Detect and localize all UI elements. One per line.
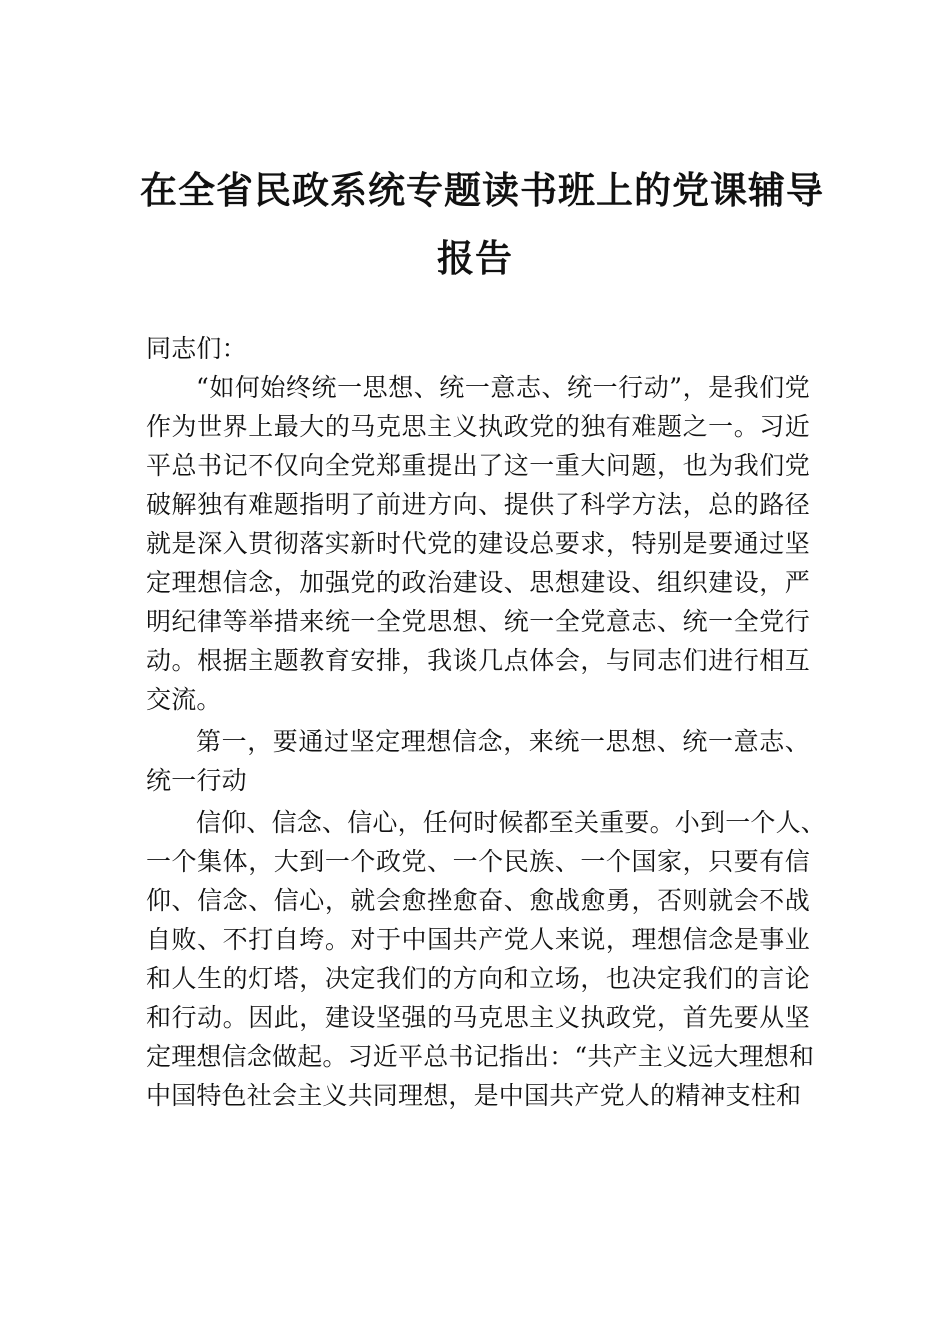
paragraph-line: 和人生的灯塔，决定我们的方向和立场，也决定我们的言论 <box>146 964 810 993</box>
paragraph-line: 定理想信念，加强党的政治建设、思想建设、组织建设，严 <box>146 568 810 597</box>
document-body <box>146 329 827 1115</box>
paragraph-line: 一个集体，大到一个政党、一个民族、一个国家，只要有信 <box>146 847 810 876</box>
paragraph-line: 破解独有难题指明了前进方向、提供了科学方法，总的路径 <box>146 490 810 519</box>
paragraph-line: 动。根据主题教育安排，我谈几点体会，与同志们进行相互 <box>146 646 810 675</box>
paragraph-line: 和行动。因此，建设坚强的马克思主义执政党，首先要从坚 <box>146 1003 810 1032</box>
paragraph-line: “如何始终统一思想、统一意志、统一行动”，是我们党 <box>196 373 810 402</box>
paragraph-line: 自败、不打自垮。对于中国共产党人来说，理想信念是事业 <box>146 925 810 954</box>
paragraph-line: 中国特色社会主义共同理想，是中国共产党人的精神支柱和 <box>146 1081 802 1110</box>
section-heading-line: 统一行动 <box>146 766 247 795</box>
paragraph-line: 定理想信念做起。习近平总书记指出：“共产主义远大理想和 <box>146 1042 815 1071</box>
paragraph-beliefs <box>146 803 827 1115</box>
paragraph-intro <box>146 368 810 719</box>
paragraph-line: 交流。 <box>146 685 222 714</box>
paragraph-line: 就是深入贯彻落实新时代党的建设总要求，特别是要通过坚 <box>146 529 810 558</box>
section-heading-line: 第一，要通过坚定理想信念，来统一思想、统一意志、 <box>196 727 810 756</box>
document-title-line-1: 在全省民政系统专题读书班上的党课辅导 <box>140 168 824 212</box>
salutation: 同志们： <box>146 334 247 363</box>
paragraph-line: 仰、信念、信心，就会愈挫愈奋、愈战愈勇，否则就会不战 <box>146 886 810 915</box>
paragraph-line: 明纪律等举措来统一全党思想、统一全党意志、统一全党行 <box>146 607 810 636</box>
paragraph-line: 作为世界上最大的马克思主义执政党的独有难题之一。习近 <box>146 412 810 441</box>
document-title-line-2: 报告 <box>437 236 513 280</box>
paragraph-line: 平总书记不仅向全党郑重提出了这一重大问题，也为我们党 <box>146 451 810 480</box>
section-heading-first <box>146 722 810 800</box>
paragraph-line: 信仰、信念、信心，任何时候都至关重要。小到一个人、 <box>196 808 827 837</box>
